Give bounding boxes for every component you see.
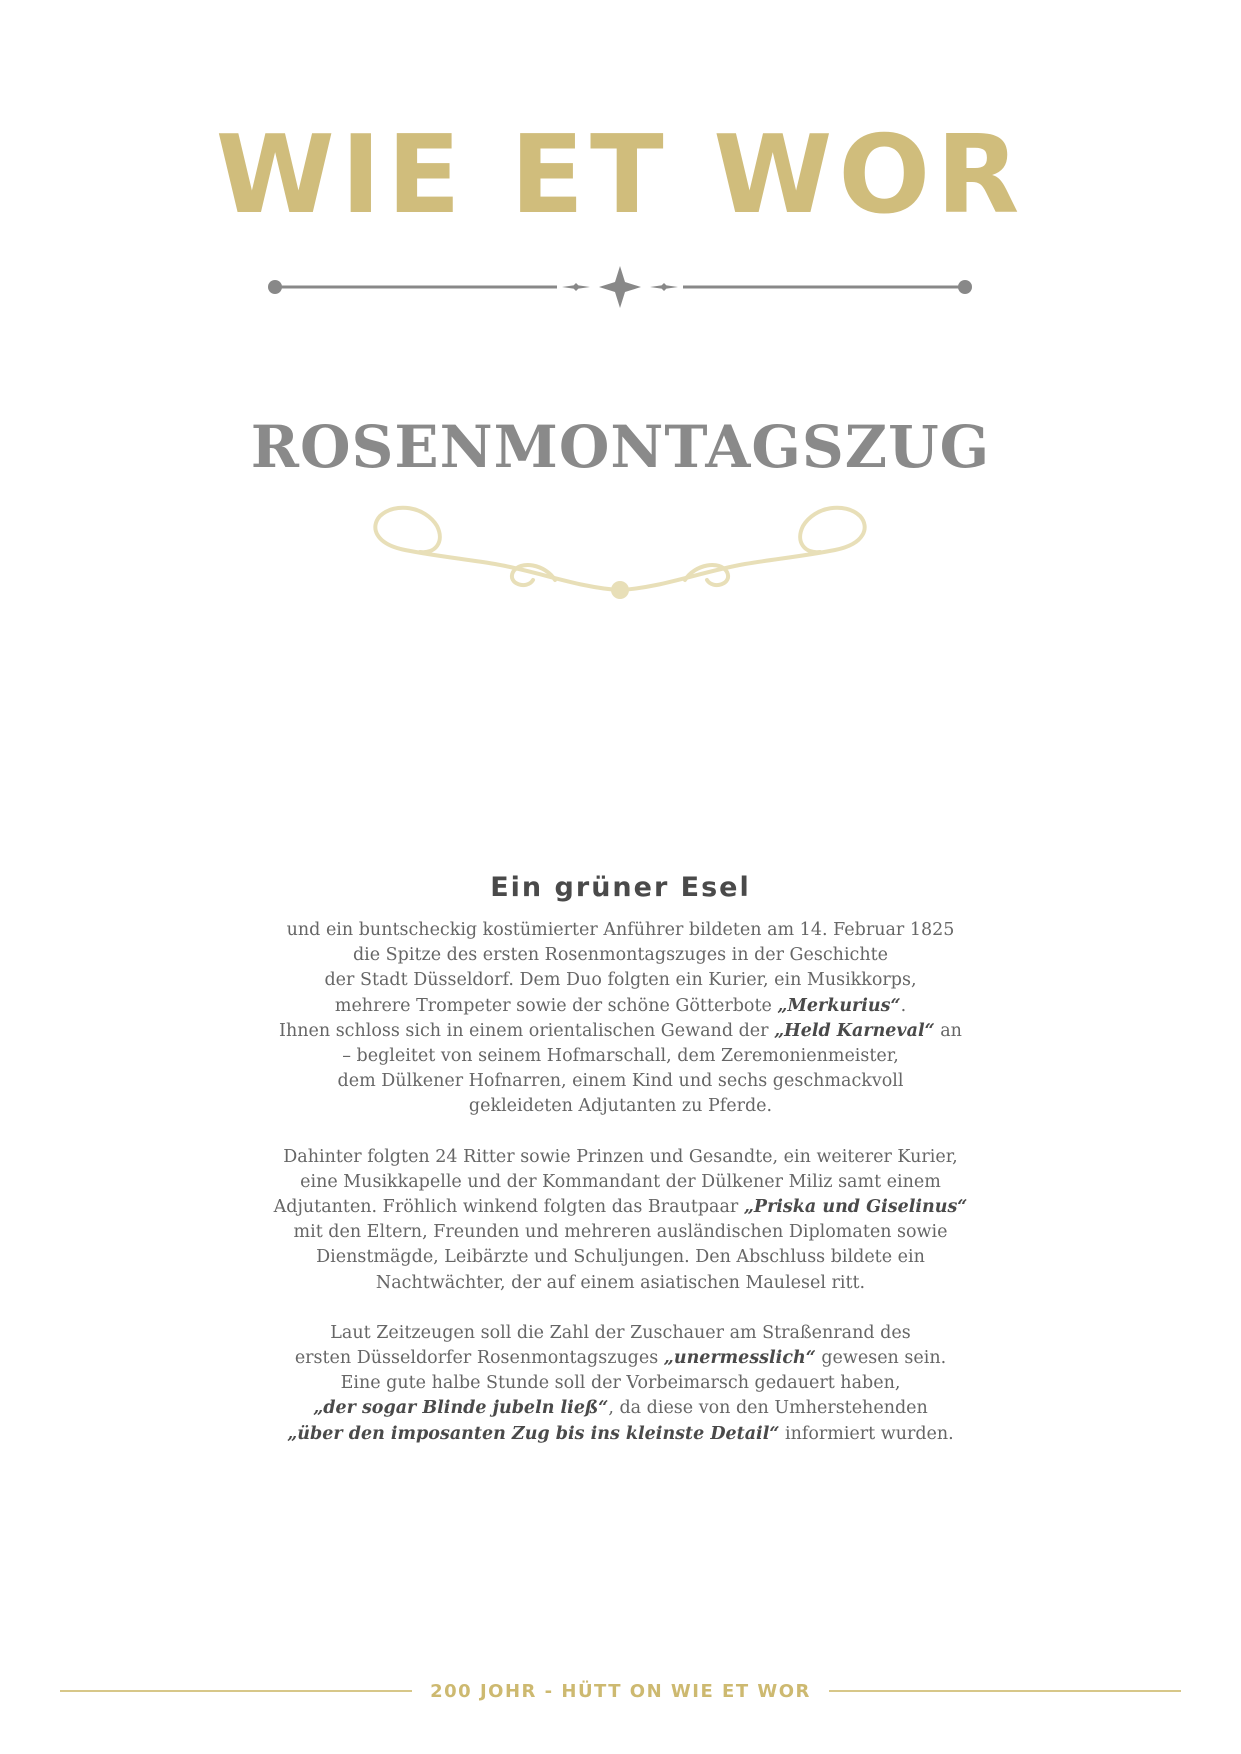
text-line: Adjutanten. Fröhlich winkend folgten das Brautpaar „Priska und Giselinus“ (273, 1197, 968, 1218)
text-line: „der sogar Blinde jubeln ließ“, da diese von den Umherstehenden (313, 1398, 928, 1419)
text-line: gekleideten Adjutanten zu Pferde. (468, 1096, 773, 1117)
text-line: Ihnen schloss sich in einem orientalischen Gewand der „Held Karneval“ an (279, 1020, 962, 1041)
text-line: Nachtwächter, der auf einem asiatischen Maulesel ritt. (375, 1272, 866, 1293)
text-line: ersten Düsseldorfer Rosenmontagszuges „unermesslich“ gewesen sein. (294, 1348, 947, 1369)
text-line: Dienstmägde, Leibärzte und Schuljungen. Den Abschluss bildete ein (316, 1247, 925, 1268)
article-body (250, 918, 991, 1472)
text-line: eine Musikkapelle und der Kommandant der Dülkener Miliz samt einem (300, 1171, 941, 1192)
footer-rule-right (829, 1690, 1181, 1692)
footer-text: 200 JOHR - HÜTT ON WIE ET WOR (430, 1680, 811, 1702)
divider-end-dot-right (958, 280, 972, 294)
paragraph-3 (250, 1321, 991, 1447)
emphasis-quote: „über den imposanten Zug bis ins kleinste Detail“ (287, 1423, 780, 1444)
text-line: Dahinter folgten 24 Ritter sowie Prinzen und Gesandte, ein weiterer Kurier, (283, 1146, 958, 1167)
ornamental-divider (265, 262, 975, 312)
emphasis-quote: „Held Karneval“ (774, 1020, 935, 1041)
flourish-ornament (365, 502, 875, 612)
text-line: mit den Eltern, Freunden und mehreren ausländischen Diplomaten sowie (293, 1222, 948, 1243)
footer-rule-left (60, 1690, 412, 1692)
page-title: WIE ET WOR (215, 113, 1026, 238)
flourish-center-dot (611, 581, 629, 599)
paragraph-2 (250, 1145, 991, 1296)
emphasis-quote: „der sogar Blinde jubeln ließ“ (313, 1398, 609, 1419)
text-line: – begleitet von seinem Hofmarschall, dem Zeremonienmeister, (342, 1046, 899, 1067)
paragraph-1 (250, 918, 991, 1120)
text-line: „über den imposanten Zug bis ins kleinste Detail“ informiert wurden. (287, 1423, 954, 1444)
text-line: und ein buntscheckig kostümierter Anführer bildeten am 14. Februar 1825 (286, 920, 955, 940)
section-title: ROSENMONTAGSZUG (250, 413, 991, 481)
page-footer (60, 1678, 1181, 1704)
text-line: Laut Zeitzeugen soll die Zahl der Zuschauer am Straßenrand des (330, 1322, 911, 1343)
text-line: der Stadt Düsseldorf. Dem Duo folgten ein Kurier, ein Musikkorps, (324, 970, 917, 991)
star-icon (599, 266, 641, 308)
small-star-icon-right (650, 283, 678, 291)
small-star-icon-left (562, 283, 590, 291)
text-line: mehrere Trompeter sowie der schöne Götterbote „Merkurius“. (334, 995, 907, 1016)
text-line: die Spitze des ersten Rosenmontagszuges in der Geschichte (352, 945, 889, 966)
text-line: Eine gute halbe Stunde soll der Vorbeimarsch gedauert haben, (340, 1373, 901, 1394)
text-line: dem Dülkener Hofnarren, einem Kind und sechs geschmackvoll (337, 1071, 904, 1092)
article-heading: Ein grüner Esel (490, 872, 751, 903)
emphasis-quote: „Merkurius“ (777, 995, 901, 1016)
emphasis-quote: „Priska und Giselinus“ (743, 1197, 968, 1218)
emphasis-quote: „unermesslich“ (663, 1348, 816, 1369)
